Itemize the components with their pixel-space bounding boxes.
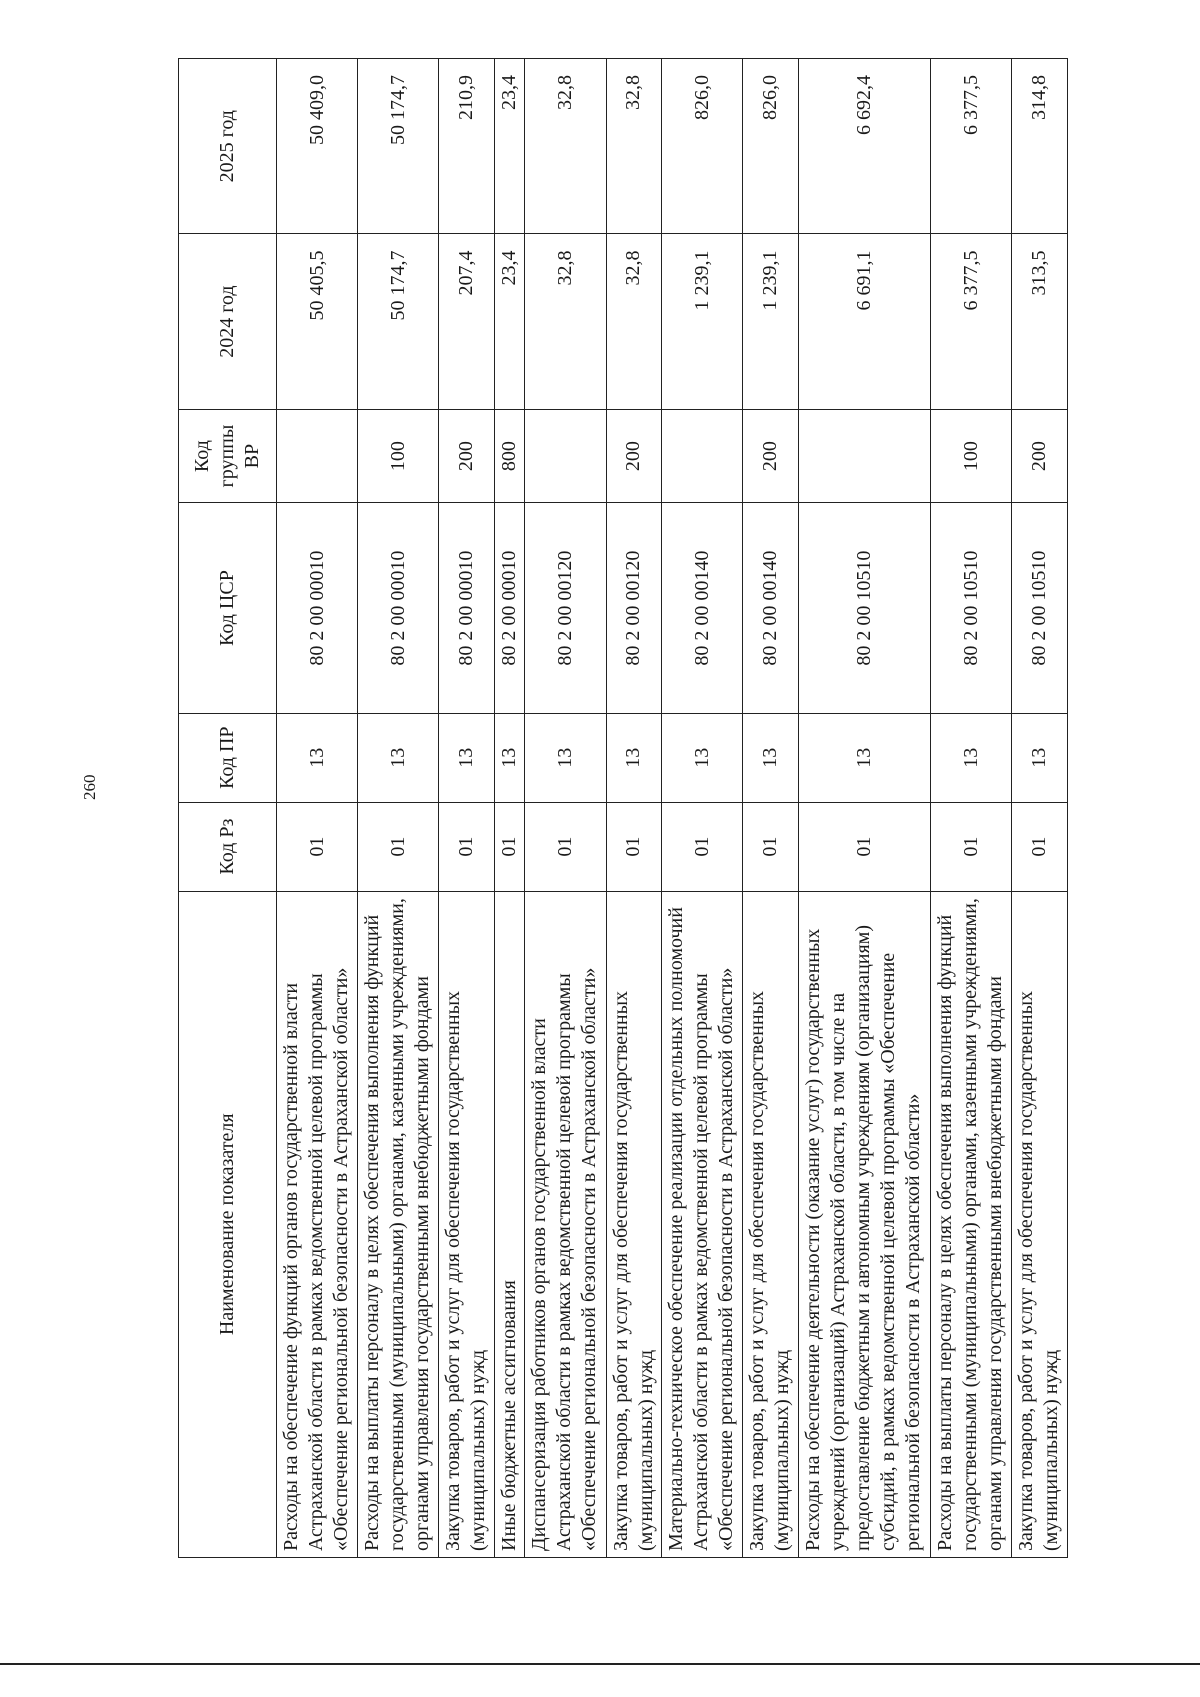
cell-2025: 32,8: [606, 59, 662, 234]
cell-2024: 23,4: [495, 234, 525, 409]
cell-csr: 80 2 00 10510: [1012, 503, 1068, 713]
cell-csr: 80 2 00 00010: [358, 503, 439, 713]
header-2025: 2025 год: [179, 59, 277, 234]
cell-pr: 13: [1012, 713, 1068, 802]
cell-2024: 1 239,1: [662, 234, 743, 409]
bottom-rule: [0, 1663, 1200, 1665]
cell-rz: 01: [799, 802, 931, 891]
budget-table: [178, 58, 1068, 1558]
table-row: [1012, 59, 1068, 1558]
cell-name: Расходы на обеспечение деятельности (оказание услуг) государственных учреждений (организаций) Астраханской области, в том числе на предоставление бюджетным и автономным учреждениям (организациям) субсидий, в рамках ведомственной целевой программы «Обеспечение региональной безопасности в Астраханской области»: [799, 891, 931, 1557]
cell-vr: [662, 409, 743, 503]
cell-name: Расходы на выплаты персоналу в целях обеспечения выполнения функций государственными (муниципальными) органами, казенными учреждениями, органами управления государственными внебюджетными фондами: [931, 891, 1012, 1557]
cell-2025: 314,8: [1012, 59, 1068, 234]
header-pr: Код ПР: [179, 713, 277, 802]
header-csr: Код ЦСР: [179, 503, 277, 713]
header-row: [179, 59, 277, 1558]
cell-2025: 826,0: [662, 59, 743, 234]
cell-rz: 01: [1012, 802, 1068, 891]
cell-pr: 13: [662, 713, 743, 802]
cell-2024: 6 377,5: [931, 234, 1012, 409]
header-rz: Код Рз: [179, 802, 277, 891]
cell-vr: [525, 409, 606, 503]
header-name: Наименование показателя: [179, 891, 277, 1557]
cell-rz: 01: [495, 802, 525, 891]
header-2024: 2024 год: [179, 234, 277, 409]
cell-name: Закупка товаров, работ и услуг для обеспечения государственных (муниципальных) нужд: [606, 891, 662, 1557]
cell-2025: 23,4: [495, 59, 525, 234]
cell-pr: 13: [277, 713, 358, 802]
cell-2024: 32,8: [525, 234, 606, 409]
cell-2024: 50 405,5: [277, 234, 358, 409]
cell-name: Закупка товаров, работ и услуг для обеспечения государственных (муниципальных) нужд: [439, 891, 495, 1557]
cell-rz: 01: [277, 802, 358, 891]
cell-vr: 200: [439, 409, 495, 503]
cell-rz: 01: [358, 802, 439, 891]
cell-2025: 6 692,4: [799, 59, 931, 234]
cell-vr: 200: [606, 409, 662, 503]
cell-name: Иные бюджетные ассигнования: [495, 891, 525, 1557]
table-row: [439, 59, 495, 1558]
page-number: 260: [80, 774, 99, 800]
cell-csr: 80 2 00 10510: [799, 503, 931, 713]
cell-name: Закупка товаров, работ и услуг для обеспечения государственных (муниципальных) нужд: [743, 891, 799, 1557]
table-row: [931, 59, 1012, 1558]
cell-csr: 80 2 00 00010: [277, 503, 358, 713]
table-row: [606, 59, 662, 1558]
header-vr: Код группы ВР: [179, 409, 277, 503]
table-row: [525, 59, 606, 1558]
cell-pr: 13: [606, 713, 662, 802]
cell-vr: 200: [1012, 409, 1068, 503]
cell-vr: 100: [931, 409, 1012, 503]
table-row: [495, 59, 525, 1558]
cell-2025: 210,9: [439, 59, 495, 234]
cell-rz: 01: [606, 802, 662, 891]
cell-vr: 100: [358, 409, 439, 503]
cell-name: Диспансеризация работников органов государственной власти Астраханской области в рамках ведомственной целевой программы «Обеспечение региональной безопасности в Астраханской области»: [525, 891, 606, 1557]
table-header: [179, 59, 277, 1558]
table-row: [662, 59, 743, 1558]
table-row: [743, 59, 799, 1558]
cell-2024: 6 691,1: [799, 234, 931, 409]
cell-2025: 50 409,0: [277, 59, 358, 234]
cell-rz: 01: [525, 802, 606, 891]
cell-csr: 80 2 00 00010: [495, 503, 525, 713]
cell-csr: 80 2 00 10510: [931, 503, 1012, 713]
cell-vr: 200: [743, 409, 799, 503]
cell-name: Закупка товаров, работ и услуг для обеспечения государственных (муниципальных) нужд: [1012, 891, 1068, 1557]
table-row: [358, 59, 439, 1558]
table-row: [799, 59, 931, 1558]
cell-pr: 13: [931, 713, 1012, 802]
cell-vr: [799, 409, 931, 503]
cell-2025: 32,8: [525, 59, 606, 234]
cell-pr: 13: [495, 713, 525, 802]
cell-csr: 80 2 00 00120: [606, 503, 662, 713]
cell-rz: 01: [743, 802, 799, 891]
cell-2024: 313,5: [1012, 234, 1068, 409]
cell-name: Материально-техническое обеспечение реализации отдельных полномочий Астраханской области в рамках ведомственной целевой программы «Обеспечение региональной безопасности в Астраханской области»: [662, 891, 743, 1557]
cell-vr: [277, 409, 358, 503]
cell-name: Расходы на выплаты персоналу в целях обеспечения выполнения функций государственными (муниципальными) органами, казенными учреждениями, органами управления государственными внебюджетными фондами: [358, 891, 439, 1557]
cell-pr: 13: [439, 713, 495, 802]
cell-vr: 800: [495, 409, 525, 503]
cell-csr: 80 2 00 00140: [662, 503, 743, 713]
cell-csr: 80 2 00 00140: [743, 503, 799, 713]
cell-rz: 01: [931, 802, 1012, 891]
cell-2024: 1 239,1: [743, 234, 799, 409]
cell-2024: 50 174,7: [358, 234, 439, 409]
cell-pr: 13: [525, 713, 606, 802]
cell-2025: 826,0: [743, 59, 799, 234]
cell-2024: 207,4: [439, 234, 495, 409]
cell-csr: 80 2 00 00010: [439, 503, 495, 713]
cell-rz: 01: [439, 802, 495, 891]
cell-2025: 50 174,7: [358, 59, 439, 234]
cell-name: Расходы на обеспечение функций органов государственной власти Астраханской области в рамках ведомственной целевой программы «Обеспечение региональной безопасности в Астраханской области»: [277, 891, 358, 1557]
cell-pr: 13: [743, 713, 799, 802]
table-body: [277, 59, 1068, 1558]
cell-2025: 6 377,5: [931, 59, 1012, 234]
cell-rz: 01: [662, 802, 743, 891]
cell-2024: 32,8: [606, 234, 662, 409]
cell-pr: 13: [358, 713, 439, 802]
table-row: [277, 59, 358, 1558]
cell-pr: 13: [799, 713, 931, 802]
budget-table-container: [178, 58, 1068, 1558]
cell-csr: 80 2 00 00120: [525, 503, 606, 713]
